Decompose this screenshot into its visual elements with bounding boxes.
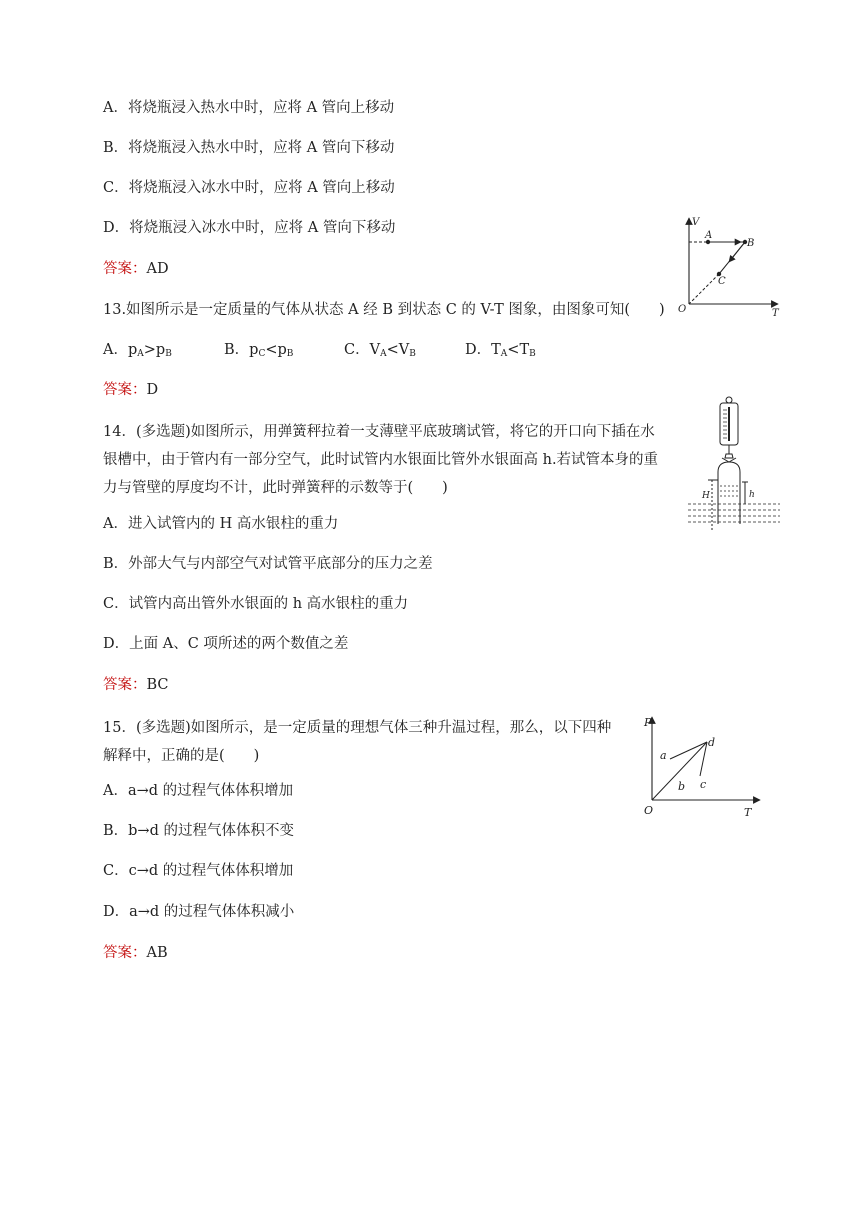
label-h-upper: H [702, 491, 710, 501]
t-label: T [772, 308, 779, 319]
v-label: V [692, 217, 700, 228]
a-label: A [705, 230, 713, 241]
c-to-origin-dashed [689, 274, 719, 304]
answer-label: 答案： [103, 945, 147, 961]
q13-vt-diagram [672, 212, 787, 322]
q14-answer [103, 675, 169, 695]
label-h-lower: h [749, 490, 755, 500]
q13-stem: 13.如图所示是一定质量的气体从状态 A 经 B 到状态 C 的 V-T 图象，由图象可知( ) [103, 302, 665, 318]
q12-option-a: A．将烧瓶浸入热水中时，应将 A 管向上移动 [103, 100, 395, 116]
q13-answer [103, 380, 158, 400]
c-label: c [700, 778, 707, 791]
test-tube [718, 462, 740, 524]
b-label: B [747, 238, 755, 249]
q12-option-d: D．将烧瓶浸入冰水中时，应将 A 管向下移动 [103, 220, 396, 236]
q14-option-b: B．外部大气与内部空气对试管平底部分的压力之差 [103, 556, 433, 572]
q12-option-c: C．将烧瓶浸入冰水中时，应将 A 管向上移动 [103, 180, 395, 196]
q13-option-a: A．$p_A>p_B$ [103, 342, 172, 359]
q12-answer [103, 259, 169, 279]
a-label: a [660, 749, 667, 762]
p-label: P [644, 716, 652, 729]
q12-option-b: B．将烧瓶浸入热水中时，应将 A 管向下移动 [103, 140, 395, 156]
c-label: C [718, 276, 726, 287]
d-label: d [708, 736, 716, 749]
q13-option-d: D．$T_A<T_B$ [465, 342, 536, 359]
line-c-d [700, 742, 707, 776]
answer-value: AD [146, 261, 169, 277]
q14-stem: 14．(多选题)如图所示，用弹簧秤拉着一支薄壁平底玻璃试管，将它的开口向下插在水 银槽中，由于管内有一部分空气，此时试管内水银面比管外水银面高 h.若试管本身的重 力与管壁的厚度均不计，此时弹簧秤的示数等于( ) [103, 424, 659, 496]
t-label: T [744, 806, 752, 819]
q14-option-c: C．试管内高出管外水银面的 h 高水银柱的重力 [103, 596, 409, 612]
q15-option-c: C．c→d 的过程气体体积增加 [103, 863, 294, 879]
q15-answer [103, 943, 168, 963]
answer-value: AB [146, 945, 168, 961]
q15-option-a: A．a→d 的过程气体体积增加 [103, 783, 294, 799]
q13-option-c: C．$V_A<V_B$ [344, 342, 416, 359]
answer-value: BC [146, 677, 169, 693]
q13-options [103, 340, 536, 364]
q13-option-b: B．$p_C<p_B$ [224, 342, 294, 359]
origin-label: O [644, 804, 654, 817]
q15-option-d: D．a→d 的过程气体体积减小 [103, 904, 295, 920]
q15-option-b: B．b→d 的过程气体体积不变 [103, 823, 294, 839]
answer-label: 答案： [103, 382, 147, 398]
q15-pt-diagram [640, 712, 766, 820]
bc-arrow [729, 242, 745, 262]
answer-value: D [146, 382, 159, 398]
origin-label: O [678, 304, 687, 315]
q15-stem: 15．(多选题)如图所示，是一定质量的理想气体三种升温过程，那么，以下四种 解释中，正确的是( ) [103, 720, 612, 764]
q14-option-a: A．进入试管内的 H 高水银柱的重力 [103, 516, 339, 532]
b-label: b [678, 780, 686, 793]
answer-label: 答案： [103, 677, 147, 693]
q14-spring-scale-diagram [684, 394, 784, 534]
q14-option-d: D．上面 A、C 项所述的两个数值之差 [103, 636, 349, 652]
line-a-d [670, 742, 707, 759]
answer-label: 答案： [103, 261, 147, 277]
